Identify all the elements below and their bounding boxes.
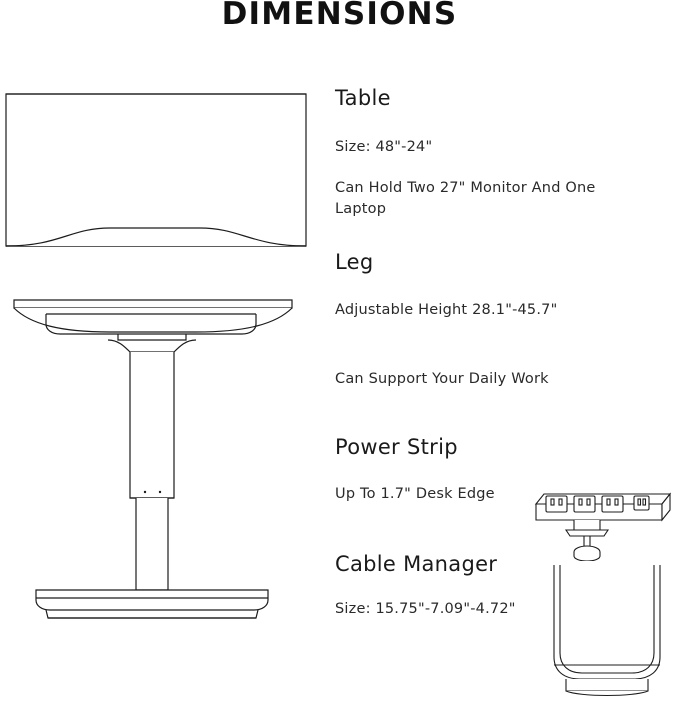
section-heading-power-strip: Power Strip bbox=[335, 435, 458, 459]
leg-support-text: Can Support Your Daily Work bbox=[335, 371, 549, 387]
page-title: DIMENSIONS bbox=[221, 0, 458, 32]
leg-height-text: Adjustable Height 28.1"-45.7" bbox=[335, 302, 558, 318]
desk-illustration-group bbox=[0, 78, 320, 622]
power-strip-illustration bbox=[530, 416, 679, 561]
table-capacity-text: Can Hold Two 27" Monitor And One Laptop bbox=[335, 180, 596, 218]
section-heading-table: Table bbox=[335, 86, 391, 110]
table-size-text: Size: 48"-24" bbox=[335, 139, 433, 155]
section-heading-cable-manager: Cable Manager bbox=[335, 552, 498, 576]
section-heading-leg: Leg bbox=[335, 250, 374, 274]
desk-top-view-illustration bbox=[6, 94, 306, 246]
cable-manager-illustration bbox=[520, 545, 679, 702]
power-strip-detail-text: Up To 1.7" Desk Edge bbox=[335, 486, 495, 502]
cable-manager-size-text: Size: 15.75"-7.09"-4.72" bbox=[335, 601, 516, 617]
desk-front-view-illustration bbox=[14, 300, 292, 618]
